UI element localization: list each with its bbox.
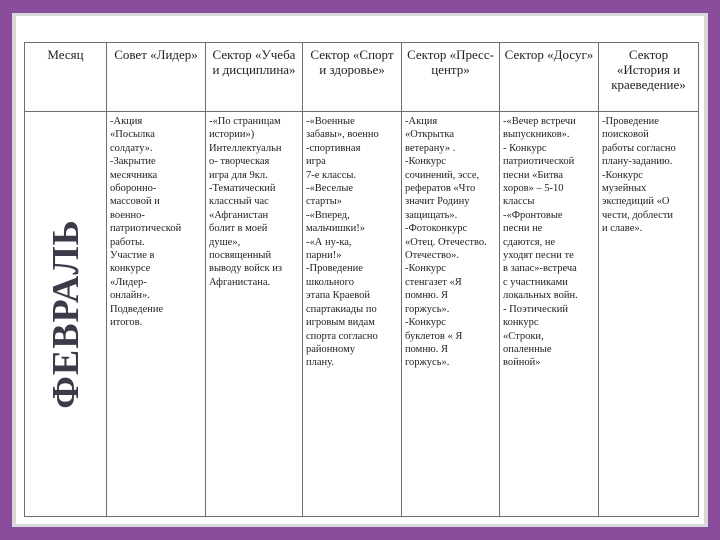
- header-leisure: Сектор «Досуг»: [500, 43, 599, 112]
- cell-line: солдату».: [110, 142, 153, 154]
- cell-line: плану.: [306, 357, 334, 369]
- cell-line: классный час: [209, 196, 269, 208]
- cell-line: «Афганистан: [209, 209, 269, 221]
- cell-line: горжусь».: [405, 357, 450, 369]
- cell-line: работы.: [110, 236, 145, 248]
- cell-line: в запас»-встреча: [503, 263, 577, 275]
- cell-line: поисковой: [602, 129, 649, 141]
- cell-line: -Конкурс: [405, 317, 446, 329]
- cell-line: -Тематический: [209, 183, 276, 195]
- header-study-discipline: Сектор «Учеба и дисциплина»: [206, 43, 303, 112]
- cell-line: выводу войск из: [209, 263, 282, 275]
- cell-line: патриотической: [503, 156, 575, 168]
- cell-line: игра: [306, 156, 326, 168]
- cell-line: помню. Я: [405, 290, 449, 302]
- cell-line: -«Вперед,: [306, 209, 350, 221]
- cell-history-local-lore: [599, 112, 699, 517]
- cell-line: песни «Битва: [503, 169, 564, 181]
- cell-line: -Закрытие: [110, 156, 156, 168]
- cell-line: -Конкурс: [405, 156, 446, 168]
- cell-line: чести, доблести: [602, 209, 674, 221]
- cell-line: душе»,: [209, 236, 241, 248]
- cell-line: Отечество».: [405, 250, 460, 262]
- cell-line: забавы», военно: [306, 129, 379, 141]
- header-history-local-lore: Сектор «История и краеведение»: [599, 43, 699, 112]
- header-row: [25, 43, 699, 112]
- cell-line: помню. Я: [405, 343, 449, 355]
- cell-line: районному: [306, 343, 355, 355]
- cell-line: Участие в: [110, 250, 155, 262]
- month-cell: [25, 112, 107, 517]
- cell-line: посвященный: [209, 250, 272, 262]
- cell-line: -Проведение: [602, 116, 659, 127]
- cell-line: итогов.: [110, 317, 143, 329]
- cell-line: «Отец. Отечество.: [405, 236, 487, 248]
- cell-line: - Поэтический: [503, 303, 568, 315]
- cell-line: месячника: [110, 169, 158, 181]
- cell-line: спорта согласно: [306, 330, 378, 342]
- header-month: Месяц: [25, 43, 107, 112]
- cell-line: оборонно-: [110, 183, 157, 195]
- cell-line: массовой и: [110, 196, 160, 208]
- cell-line: конкурс: [503, 317, 539, 329]
- cell-line: опаленные: [503, 343, 552, 355]
- cell-line: классы: [503, 196, 535, 208]
- cell-line: -Конкурс: [602, 169, 643, 181]
- cell-sport-health: [303, 112, 402, 517]
- cell-line: горжусь».: [405, 303, 450, 315]
- cell-line: -«Вечер встречи: [503, 116, 576, 127]
- cell-line: с участниками: [503, 276, 568, 288]
- cell-line: -«Фронтовые: [503, 209, 563, 221]
- cell-line: музейных: [602, 183, 647, 195]
- cell-line: локальных войн.: [503, 290, 578, 302]
- month-label: ФЕВРАЛЬ: [44, 219, 87, 409]
- cell-line: «Строки,: [503, 330, 544, 342]
- plan-table: [24, 42, 699, 517]
- cell-line: Афганистана.: [209, 276, 271, 288]
- cell-press-center: [402, 112, 500, 517]
- cell-line: -Фотоконкурс: [405, 223, 468, 235]
- cell-line: Подведение: [110, 303, 164, 315]
- cell-line: -«Веселые: [306, 183, 354, 195]
- cell-line: о- творческая: [209, 156, 270, 168]
- header-sport-health: Сектор «Спорт и здоровье»: [303, 43, 402, 112]
- cell-line: -«А ну-ка,: [306, 236, 352, 248]
- cell-line: военно-: [110, 209, 145, 221]
- cell-line: -Акция: [110, 116, 143, 127]
- cell-line: войной»: [503, 357, 541, 369]
- cell-line: онлайн».: [110, 290, 150, 302]
- cell-line: -Проведение: [306, 263, 363, 275]
- header-press-center: Сектор «Пресс-центр»: [402, 43, 500, 112]
- cell-line: буклетов « Я: [405, 330, 463, 342]
- cell-line: «Открытка: [405, 129, 455, 141]
- cell-line: сочинений, эссе,: [405, 169, 480, 181]
- cell-line: экспедиций «О: [602, 196, 670, 208]
- cell-line: песни не: [503, 223, 543, 235]
- cell-line: болит в моей: [209, 223, 268, 235]
- cell-study-discipline: [206, 112, 303, 517]
- cell-line: выпускников».: [503, 129, 570, 141]
- cell-line: старты»: [306, 196, 343, 208]
- cell-line: парни!»: [306, 250, 342, 262]
- cell-line: 7-е классы.: [306, 169, 357, 181]
- cell-line: мальчишки!»: [306, 223, 366, 235]
- february-row: [25, 112, 699, 517]
- cell-line: значит Родину: [405, 196, 470, 208]
- cell-line: школьного: [306, 276, 354, 288]
- cell-line: и славе».: [602, 223, 643, 235]
- cell-line: спартакиады по: [306, 303, 377, 315]
- cell-leisure: [500, 112, 599, 517]
- cell-line: -Конкурс: [405, 263, 446, 275]
- cell-line: -«Военные: [306, 116, 355, 127]
- cell-line: уходят песни те: [503, 250, 574, 262]
- cell-line: игра для 9кл.: [209, 169, 268, 181]
- cell-line: игровым видам: [306, 317, 375, 329]
- cell-line: хоров» – 5-10: [503, 183, 564, 195]
- cell-line: Интеллектуальн: [209, 142, 282, 154]
- cell-line: этапа Краевой: [306, 290, 370, 302]
- cell-council-leader: [107, 112, 206, 517]
- slide: [16, 16, 704, 524]
- cell-line: работы согласно: [602, 142, 676, 154]
- cell-line: патриотической: [110, 223, 182, 235]
- cell-line: стенгазет «Я: [405, 276, 462, 288]
- cell-line: -Акция: [405, 116, 438, 127]
- cell-line: «Посылка: [110, 129, 155, 141]
- cell-line: -спортивная: [306, 142, 361, 154]
- header-council-leader: Совет «Лидер»: [107, 43, 206, 112]
- cell-line: плану-заданию.: [602, 156, 673, 168]
- cell-line: -«По страницам: [209, 116, 281, 127]
- cell-line: сдаются, не: [503, 236, 556, 248]
- cell-line: ветерану» .: [405, 142, 456, 154]
- cell-line: «Лидер-: [110, 276, 147, 288]
- cell-line: истории»): [209, 129, 255, 141]
- cell-line: рефератов «Что: [405, 183, 476, 195]
- cell-line: конкурсе: [110, 263, 151, 275]
- cell-line: - Конкурс: [503, 142, 547, 154]
- cell-line: защищать».: [405, 209, 458, 221]
